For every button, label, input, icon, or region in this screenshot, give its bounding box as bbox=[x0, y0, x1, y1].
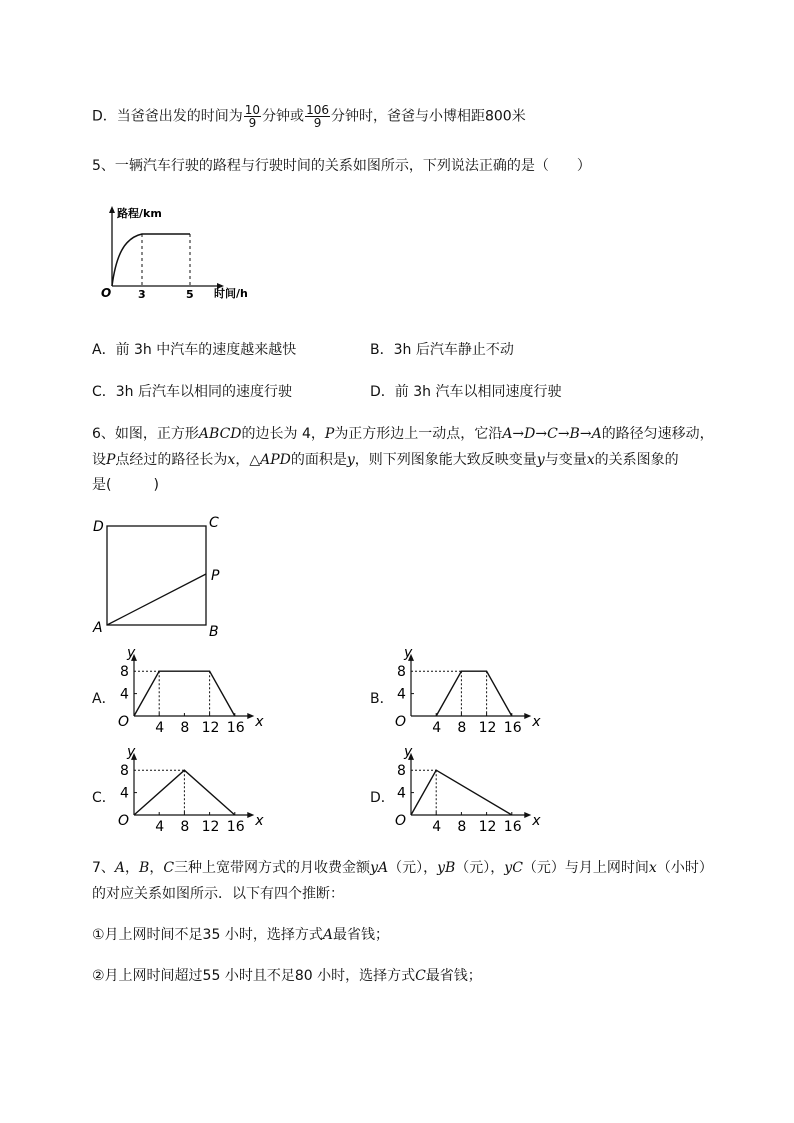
x-tick-label: 8 bbox=[180, 819, 190, 835]
q6-graph-c-label: C． bbox=[92, 790, 116, 806]
x-axis-label: x bbox=[255, 813, 264, 829]
q6-line-2: 设P点经过的路径长为x，△APD的面积是y，则下列图象能大致反映变量y与变量x的关系图象的 bbox=[92, 452, 679, 468]
q5-ylabel: 路程/km bbox=[117, 207, 162, 220]
q4-optd-prefix: D．当爸爸出发的时间为 bbox=[92, 108, 243, 125]
fraction-10-9: $\frac{10}{9}$ bbox=[244, 103, 261, 130]
y-tick-label: 4 bbox=[120, 686, 129, 703]
y-tick-label: 4 bbox=[397, 785, 406, 802]
q6-graph-b-label: B． bbox=[370, 691, 394, 707]
x-tick-label: 16 bbox=[503, 819, 522, 835]
q5-xlabel: 时间/h bbox=[214, 287, 248, 300]
q7-line-1: 7、A，B，C三种上宽带网方式的月收费金额yA（元），yB（元），yC（元）与月上网时间x（小时） bbox=[92, 860, 713, 876]
q5-option-b: B．3h 后汽车静止不动 bbox=[370, 342, 514, 358]
q7-line-2: 的对应关系如图所示．以下有四个推断： bbox=[92, 886, 344, 902]
square-label-c: C bbox=[209, 515, 219, 531]
square-label-a: A bbox=[93, 620, 103, 636]
x-axis-arrow bbox=[247, 713, 254, 719]
q5-option-c: C．3h 后汽车以相同的速度行驶 bbox=[92, 384, 293, 400]
graph-line bbox=[436, 671, 512, 716]
x-tick-label: 12 bbox=[478, 720, 497, 736]
x-tick-label: 8 bbox=[180, 720, 190, 736]
q6-graph-c bbox=[110, 743, 270, 844]
q6-graph-a-label: A． bbox=[92, 691, 116, 707]
x-axis-label: x bbox=[532, 813, 541, 829]
origin-label: O bbox=[395, 813, 407, 829]
q6-graph-d bbox=[387, 743, 547, 844]
q5-option-a: A．前 3h 中汽车的速度越来越快 bbox=[92, 342, 297, 358]
y-tick-label: 4 bbox=[397, 686, 406, 703]
q7-item-1: ①月上网时间不足35 小时，选择方式A最省钱； bbox=[92, 927, 389, 943]
q6-line-3: 是( ) bbox=[92, 477, 159, 493]
x-tick-label: 8 bbox=[457, 720, 467, 736]
y-tick-label: 8 bbox=[397, 664, 406, 681]
q4-optd-suffix: 分钟时，爸爸与小博相距800米 bbox=[330, 108, 526, 125]
x-tick-label: 12 bbox=[201, 819, 220, 835]
x-axis-label: x bbox=[255, 714, 264, 730]
q6-line-1: 6、如图，正方形ABCD的边长为 4，P为正方形边上一动点，它沿A→D→C→B→A的路径匀速移动， bbox=[92, 426, 714, 442]
y-tick-label: 4 bbox=[120, 785, 129, 802]
square-label-d: D bbox=[93, 519, 104, 535]
q6-graph-d-label: D． bbox=[370, 790, 395, 806]
y-axis-label: y bbox=[404, 644, 413, 661]
origin-label: O bbox=[118, 714, 130, 730]
fraction-106-9: $\frac{106}{9}$ bbox=[306, 103, 329, 130]
y-tick-label: 8 bbox=[397, 763, 406, 780]
x-axis-arrow bbox=[524, 713, 531, 719]
y-axis-label: y bbox=[127, 743, 136, 760]
q4-optd-mid: 分钟或 bbox=[262, 108, 305, 125]
q5-stem: 5、一辆汽车行驶的路程与行驶时间的关系如图所示，下列说法正确的是（ ） bbox=[92, 158, 591, 174]
y-axis-label: y bbox=[127, 644, 136, 661]
y-axis-label: y bbox=[404, 743, 413, 760]
graph-line bbox=[134, 770, 235, 815]
q6-graph-b bbox=[387, 644, 547, 745]
graph-line bbox=[411, 770, 512, 815]
origin-label: O bbox=[118, 813, 130, 829]
x-axis-arrow bbox=[524, 812, 531, 818]
q5-option-d: D．前 3h 汽车以相同速度行驶 bbox=[370, 384, 562, 400]
x-tick-label: 12 bbox=[478, 819, 497, 835]
square-label-b: B bbox=[209, 624, 219, 640]
x-tick-label: 4 bbox=[432, 819, 442, 835]
y-tick-label: 8 bbox=[120, 763, 129, 780]
x-tick-label: 4 bbox=[155, 819, 165, 835]
x-tick-label: 4 bbox=[432, 720, 442, 736]
x-tick-label: 16 bbox=[226, 720, 245, 736]
x-tick-label: 4 bbox=[155, 720, 165, 736]
q7-item-2: ②月上网时间超过55 小时且不足80 小时，选择方式C最省钱； bbox=[92, 968, 482, 984]
graph-line bbox=[134, 671, 235, 716]
x-tick-label: 16 bbox=[503, 720, 522, 736]
x-axis-arrow bbox=[247, 812, 254, 818]
q5-tick-3: 3 bbox=[138, 288, 146, 301]
q5-tick-5: 5 bbox=[186, 288, 194, 301]
origin-label: O bbox=[395, 714, 407, 730]
x-tick-label: 8 bbox=[457, 819, 467, 835]
square-label-p: P bbox=[211, 568, 220, 584]
q5-origin: O bbox=[101, 286, 112, 300]
x-axis-label: x bbox=[532, 714, 541, 730]
x-tick-label: 12 bbox=[201, 720, 220, 736]
q6-graph-a bbox=[110, 644, 270, 745]
x-tick-label: 16 bbox=[226, 819, 245, 835]
y-tick-label: 8 bbox=[120, 664, 129, 681]
